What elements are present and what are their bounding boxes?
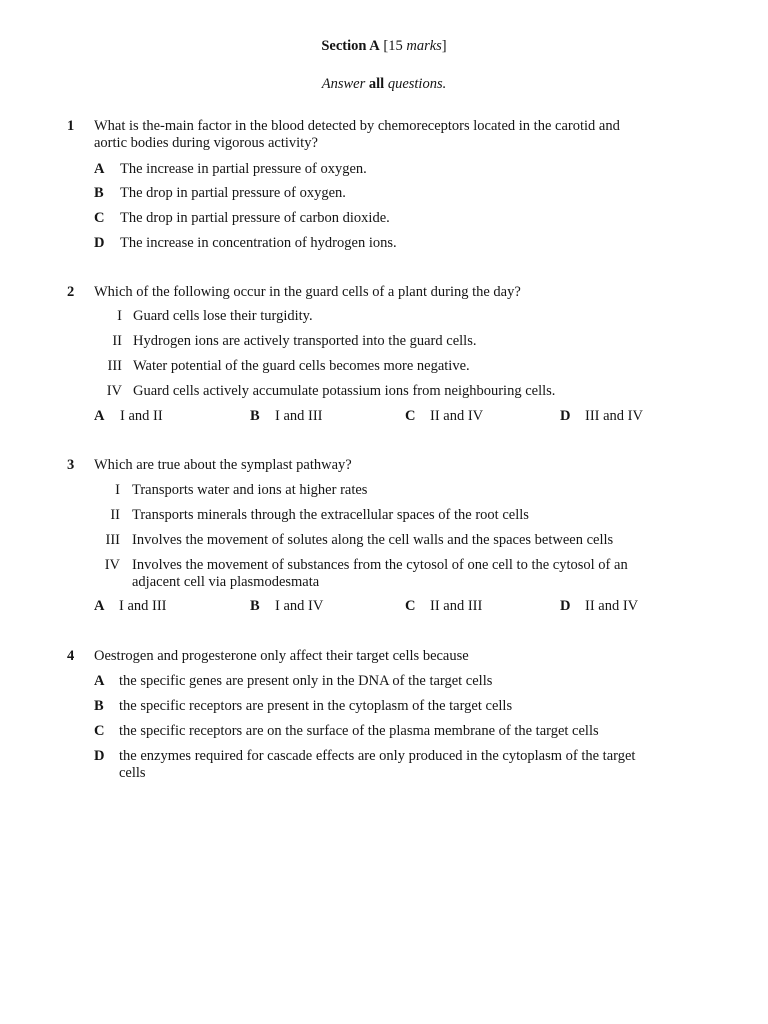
statement-numeral: III xyxy=(107,358,122,374)
question-stem: What is the-main factor in the blood detected by chemoreceptors located in the carotid and xyxy=(94,118,620,134)
statement-text: Guard cells lose their turgidity. xyxy=(133,308,313,324)
option-text: The increase in partial pressure of oxygen. xyxy=(120,161,367,177)
option-letter: D xyxy=(94,235,105,251)
option-letter: C xyxy=(405,408,416,424)
instr-post: questions. xyxy=(384,76,447,92)
option-text: the enzymes required for cascade effects are only produced in the cytoplasm of the target xyxy=(119,748,636,764)
statement-text: Involves the movement of substances from the cytosol of one cell to the cytosol of an xyxy=(132,557,628,573)
question-stem-cont: aortic bodies during vigorous activity? xyxy=(94,135,318,151)
option-text: I and III xyxy=(275,408,323,424)
option-text: I and III xyxy=(119,598,167,614)
statement-text: Guard cells actively accumulate potassium ions from neighbouring cells. xyxy=(133,383,556,399)
option-letter: C xyxy=(94,210,105,226)
option-letter: B xyxy=(250,598,260,614)
question-number: 2 xyxy=(67,284,75,300)
option-text: I and II xyxy=(120,408,163,424)
option-text: the specific receptors are on the surface of the plasma membrane of the target cells xyxy=(119,723,599,739)
option-letter: A xyxy=(94,598,105,614)
option-text-cont: cells xyxy=(119,765,146,781)
question-number: 4 xyxy=(67,648,75,664)
option-text: the specific genes are present only in the DNA of the target cells xyxy=(119,673,493,689)
option-letter: B xyxy=(94,185,104,201)
marks-close: ] xyxy=(441,38,447,54)
statement-text: Involves the movement of solutes along the cell walls and the spaces between cells xyxy=(132,532,614,548)
marks-word: marks xyxy=(406,38,442,54)
option-letter: D xyxy=(560,598,571,614)
option-text: III and IV xyxy=(585,408,643,424)
option-letter: D xyxy=(94,748,105,764)
statement-text-cont: adjacent cell via plasmodesmata xyxy=(132,574,320,590)
marks-open: [15 xyxy=(383,38,407,54)
statement-text: Transports minerals through the extracellular spaces of the root cells xyxy=(132,507,529,523)
statement-numeral: III xyxy=(105,532,120,548)
question-stem: Which are true about the symplast pathway? xyxy=(94,457,352,473)
instr-bold: all xyxy=(368,76,385,92)
instr-pre: Answer xyxy=(321,76,369,92)
question-number: 1 xyxy=(67,118,75,134)
statement-numeral: I xyxy=(117,308,122,324)
option-text: II and IV xyxy=(585,598,639,614)
option-text: II and IV xyxy=(430,408,484,424)
statement-numeral: II xyxy=(110,507,120,523)
statement-numeral: IV xyxy=(106,383,122,399)
section-title xyxy=(0,38,768,55)
option-letter: C xyxy=(94,723,105,739)
option-text: The drop in partial pressure of carbon dioxide. xyxy=(120,210,390,226)
option-letter: C xyxy=(405,598,416,614)
statement-numeral: I xyxy=(115,482,120,498)
section-label: Section A xyxy=(321,38,380,54)
option-text: the specific receptors are present in the cytoplasm of the target cells xyxy=(119,698,513,714)
option-text: II and III xyxy=(430,598,483,614)
option-letter: A xyxy=(94,161,105,177)
option-text: The drop in partial pressure of oxygen. xyxy=(120,185,346,201)
statement-numeral: II xyxy=(112,333,122,349)
statement-numeral: IV xyxy=(104,557,120,573)
option-text: I and IV xyxy=(275,598,324,614)
statement-text: Water potential of the guard cells becomes more negative. xyxy=(133,358,470,374)
option-letter: A xyxy=(94,673,105,689)
option-letter: B xyxy=(94,698,104,714)
instructions xyxy=(0,76,768,93)
question-number: 3 xyxy=(67,457,75,473)
question-stem: Oestrogen and progesterone only affect their target cells because xyxy=(94,648,469,664)
option-letter: D xyxy=(560,408,571,424)
option-letter: A xyxy=(94,408,105,424)
option-text: The increase in concentration of hydrogen ions. xyxy=(120,235,397,251)
option-letter: B xyxy=(250,408,260,424)
statement-text: Transports water and ions at higher rates xyxy=(132,482,368,498)
statement-text: Hydrogen ions are actively transported into the guard cells. xyxy=(133,333,477,349)
question-stem: Which of the following occur in the guard cells of a plant during the day? xyxy=(94,284,521,300)
